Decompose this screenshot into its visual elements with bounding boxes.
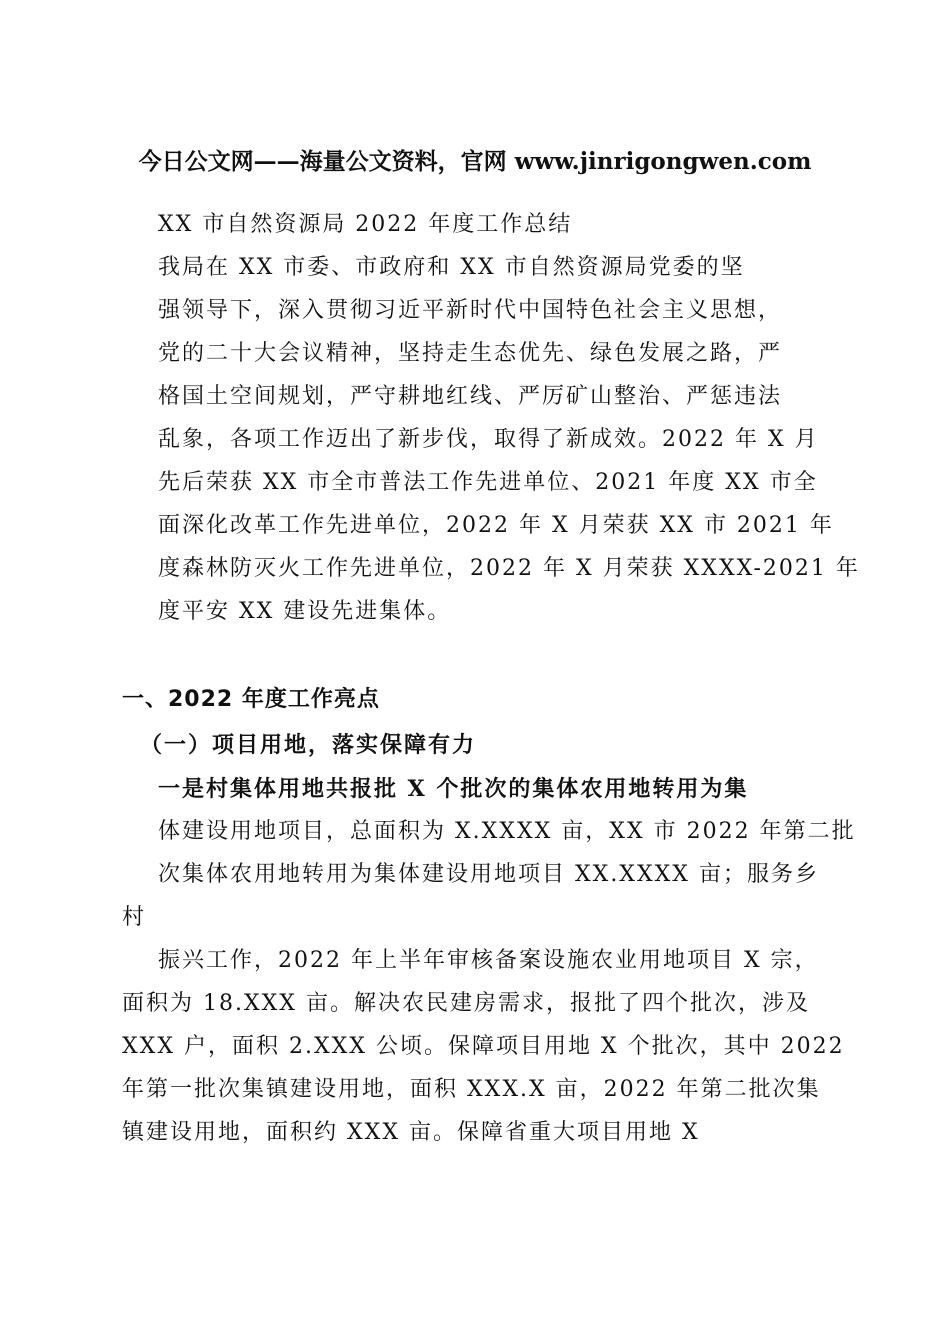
body-line-1: 一是村集体用地共报批 X 个批次的集体农用地转用为集 [158, 776, 749, 802]
subsection-heading: （一）项目用地，落实保障有力 [140, 732, 477, 758]
intro-line-2: 强领导下，深入贯彻习近平新时代中国特色社会主义思想， [158, 298, 783, 323]
body-line-7: XXX 户，面积 2.XXX 公顷。保障项目用地 X 个批次，其中 2022 [122, 1034, 845, 1059]
body-line-2: 体建设用地项目，总面积为 X.XXXX 亩，XX 市 2022 年第二批 [158, 819, 856, 844]
document-title: XX 市自然资源局 2022 年度工作总结 [158, 212, 573, 237]
body-line-5: 振兴工作，2022 年上半年审核备案设施农业用地项目 X 宗， [158, 948, 819, 973]
body-line-8: 年第一批次集镇建设用地，面积 XXX.X 亩，2022 年第二批次集 [122, 1077, 821, 1102]
body-line-9: 镇建设用地，面积约 XXX 亩。保障省重大项目用地 X [122, 1120, 700, 1145]
intro-line-4: 格国土空间规划，严守耕地红线、严厉矿山整治、严惩违法 [158, 384, 783, 409]
body-line-6: 面积为 18.XXX 亩。解决农民建房需求，报批了四个批次，涉及 [122, 991, 810, 1016]
intro-line-5: 乱象，各项工作迈出了新步伐，取得了新成效。2022 年 X 月 [158, 427, 819, 452]
section-heading: 一、2022 年度工作亮点 [122, 687, 380, 712]
intro-line-1: 我局在 XX 市委、市政府和 XX 市自然资源局党委的坚 [158, 255, 745, 280]
intro-line-9: 度平安 XX 建设先进集体。 [158, 599, 452, 624]
intro-line-8: 度森林防灭火工作先进单位，2022 年 X 月荣获 XXXX-2021 年 [158, 556, 860, 581]
body-line-4: 村 [122, 905, 147, 930]
intro-line-7: 面深化改革工作先进单位，2022 年 X 月荣获 XX 市 2021 年 [158, 513, 834, 538]
site-banner: 今日公文网——海量公文资料，官网 www.jinrigongwen.com [138, 148, 812, 175]
intro-line-6: 先后荣获 XX 市全市普法工作先进单位、2021 年度 XX 市全 [158, 470, 818, 495]
intro-line-3: 党的二十大会议精神，坚持走生态优先、绿色发展之路，严 [158, 341, 783, 366]
body-line-3: 次集体农用地转用为集体建设用地项目 XX.XXXX 亩；服务乡 [158, 862, 819, 887]
